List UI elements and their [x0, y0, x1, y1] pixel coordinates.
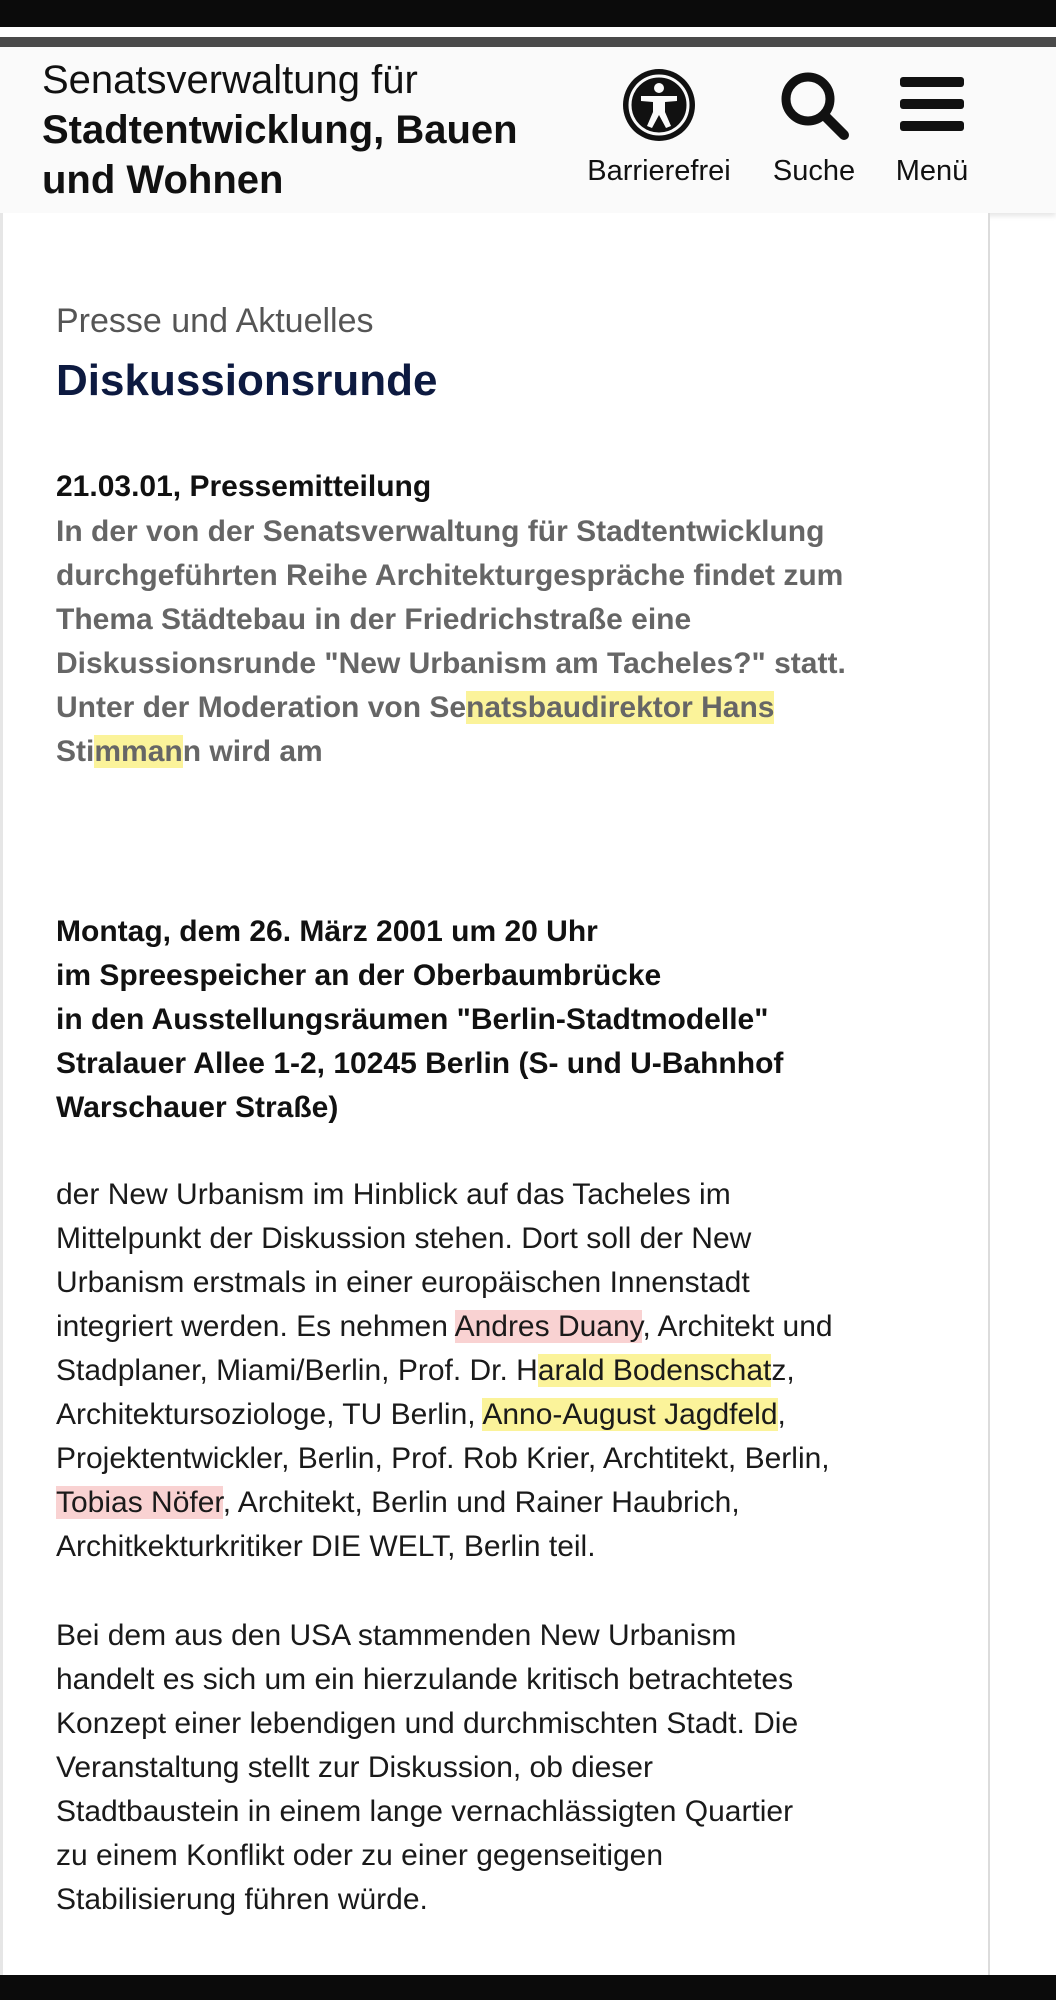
body-line: zu einem Konflikt oder zu einer gegenseitigen — [56, 1839, 664, 1872]
body-text: Architektursoziologe, TU Berlin, — [56, 1398, 483, 1431]
page-title: Diskussionsrunde — [56, 356, 438, 405]
bottom-frame-bar — [0, 1975, 1056, 2000]
body-line: Konzept einer lebendigen und durchmischten Stadt. Die — [56, 1707, 799, 1740]
highlight-red: Andres Duany — [454, 1310, 643, 1343]
article-body-paragraph-2 — [56, 1614, 956, 1922]
lead-text: n wird am — [182, 735, 323, 768]
org-name-line2: Stadtentwicklung, Bauen — [42, 108, 518, 152]
org-name-line1: Senatsverwaltung für — [42, 58, 418, 102]
event-line: Montag, dem 26. März 2001 um 20 Uhr — [56, 915, 598, 948]
accessibility-label: Barrierefrei — [587, 155, 731, 187]
breadcrumb[interactable]: Presse und Aktuelles — [56, 302, 374, 340]
lead-line: Diskussionsrunde "New Urbanism am Tacheles?" statt. — [56, 647, 846, 680]
body-text: integriert werden. Es nehmen — [56, 1310, 455, 1343]
menu-label: Menü — [895, 155, 969, 187]
highlight-yellow: natsbaudirektor Hans — [466, 691, 775, 724]
body-line: Projektentwickler, Berlin, Prof. Rob Krier, Archtitekt, Berlin, — [56, 1442, 830, 1475]
event-details — [56, 910, 956, 1130]
top-frame-stripe — [0, 37, 1056, 47]
article-lead — [56, 510, 956, 774]
body-line: Urbanism erstmals in einer europäischen Innenstadt — [56, 1266, 750, 1299]
site-logo-link[interactable] — [42, 55, 518, 205]
body-text: , — [777, 1398, 786, 1431]
event-line: Warschauer Straße) — [56, 1091, 339, 1124]
body-line: Mittelpunkt der Diskussion stehen. Dort soll der New — [56, 1222, 752, 1255]
body-line: der New Urbanism im Hinblick auf das Tacheles im — [56, 1178, 731, 1211]
highlight-yellow: mman — [94, 735, 183, 768]
body-line: Stabilisierung führen würde. — [56, 1883, 428, 1916]
lead-text: Unter der Moderation von Se — [56, 691, 467, 724]
article-meta: 21.03.01, Pressemitteilung — [56, 470, 432, 503]
highlight-yellow: arald Bodenschat — [537, 1354, 772, 1387]
hamburger-icon — [894, 67, 970, 143]
highlight-red: Tobias Nöfer — [56, 1486, 223, 1519]
event-line: in den Ausstellungsräumen "Berlin-Stadtmodelle" — [56, 1003, 769, 1036]
lead-line: Thema Städtebau in der Friedrichstraße eine — [56, 603, 692, 636]
body-line: Architkekturkritiker DIE WELT, Berlin teil. — [56, 1530, 596, 1563]
content-left-edge — [0, 213, 3, 1975]
body-line: Stadtbaustein in einem lange vernachlässigten Quartier — [56, 1795, 794, 1828]
search-icon — [776, 67, 852, 143]
accessibility-icon — [621, 67, 697, 143]
body-line — [56, 1349, 956, 1393]
article-body-paragraph-1 — [56, 1173, 956, 1569]
body-text: z, — [771, 1354, 795, 1387]
body-text: , Architekt, Berlin und Rainer Haubrich, — [222, 1486, 740, 1519]
accessibility-button[interactable] — [578, 67, 740, 188]
lead-line — [56, 730, 956, 774]
lead-line: durchgeführten Reihe Architekturgespräche findet zum — [56, 559, 844, 592]
search-label: Suche — [772, 155, 856, 187]
top-frame-bar — [0, 0, 1056, 27]
org-name-line3: und Wohnen — [42, 158, 284, 202]
body-line: Bei dem aus den USA stammenden New Urbanism — [56, 1619, 737, 1652]
highlight-yellow: Anno-August Jagdfeld — [482, 1398, 778, 1431]
body-line — [56, 1305, 956, 1349]
lead-line: In der von der Senatsverwaltung für Stadtentwicklung — [56, 515, 825, 548]
body-line — [56, 1481, 956, 1525]
body-line: handelt es sich um ein hierzulande kritisch betrachtetes — [56, 1663, 794, 1696]
body-line: Veranstaltung stellt zur Diskussion, ob dieser — [56, 1751, 653, 1784]
site-header — [0, 47, 1056, 213]
top-frame-gap — [0, 27, 1056, 37]
menu-button[interactable] — [882, 67, 982, 188]
search-button[interactable] — [762, 67, 866, 188]
body-text: Stadplaner, Miami/Berlin, Prof. Dr. H — [56, 1354, 538, 1387]
lead-line — [56, 686, 956, 730]
event-line: im Spreespeicher an der Oberbaumbrücke — [56, 959, 662, 992]
body-line — [56, 1393, 956, 1437]
body-text: , Architekt und — [642, 1310, 833, 1343]
event-line: Stralauer Allee 1-2, 10245 Berlin (S- und U-Bahnhof — [56, 1047, 784, 1080]
lead-text: Sti — [56, 735, 95, 768]
